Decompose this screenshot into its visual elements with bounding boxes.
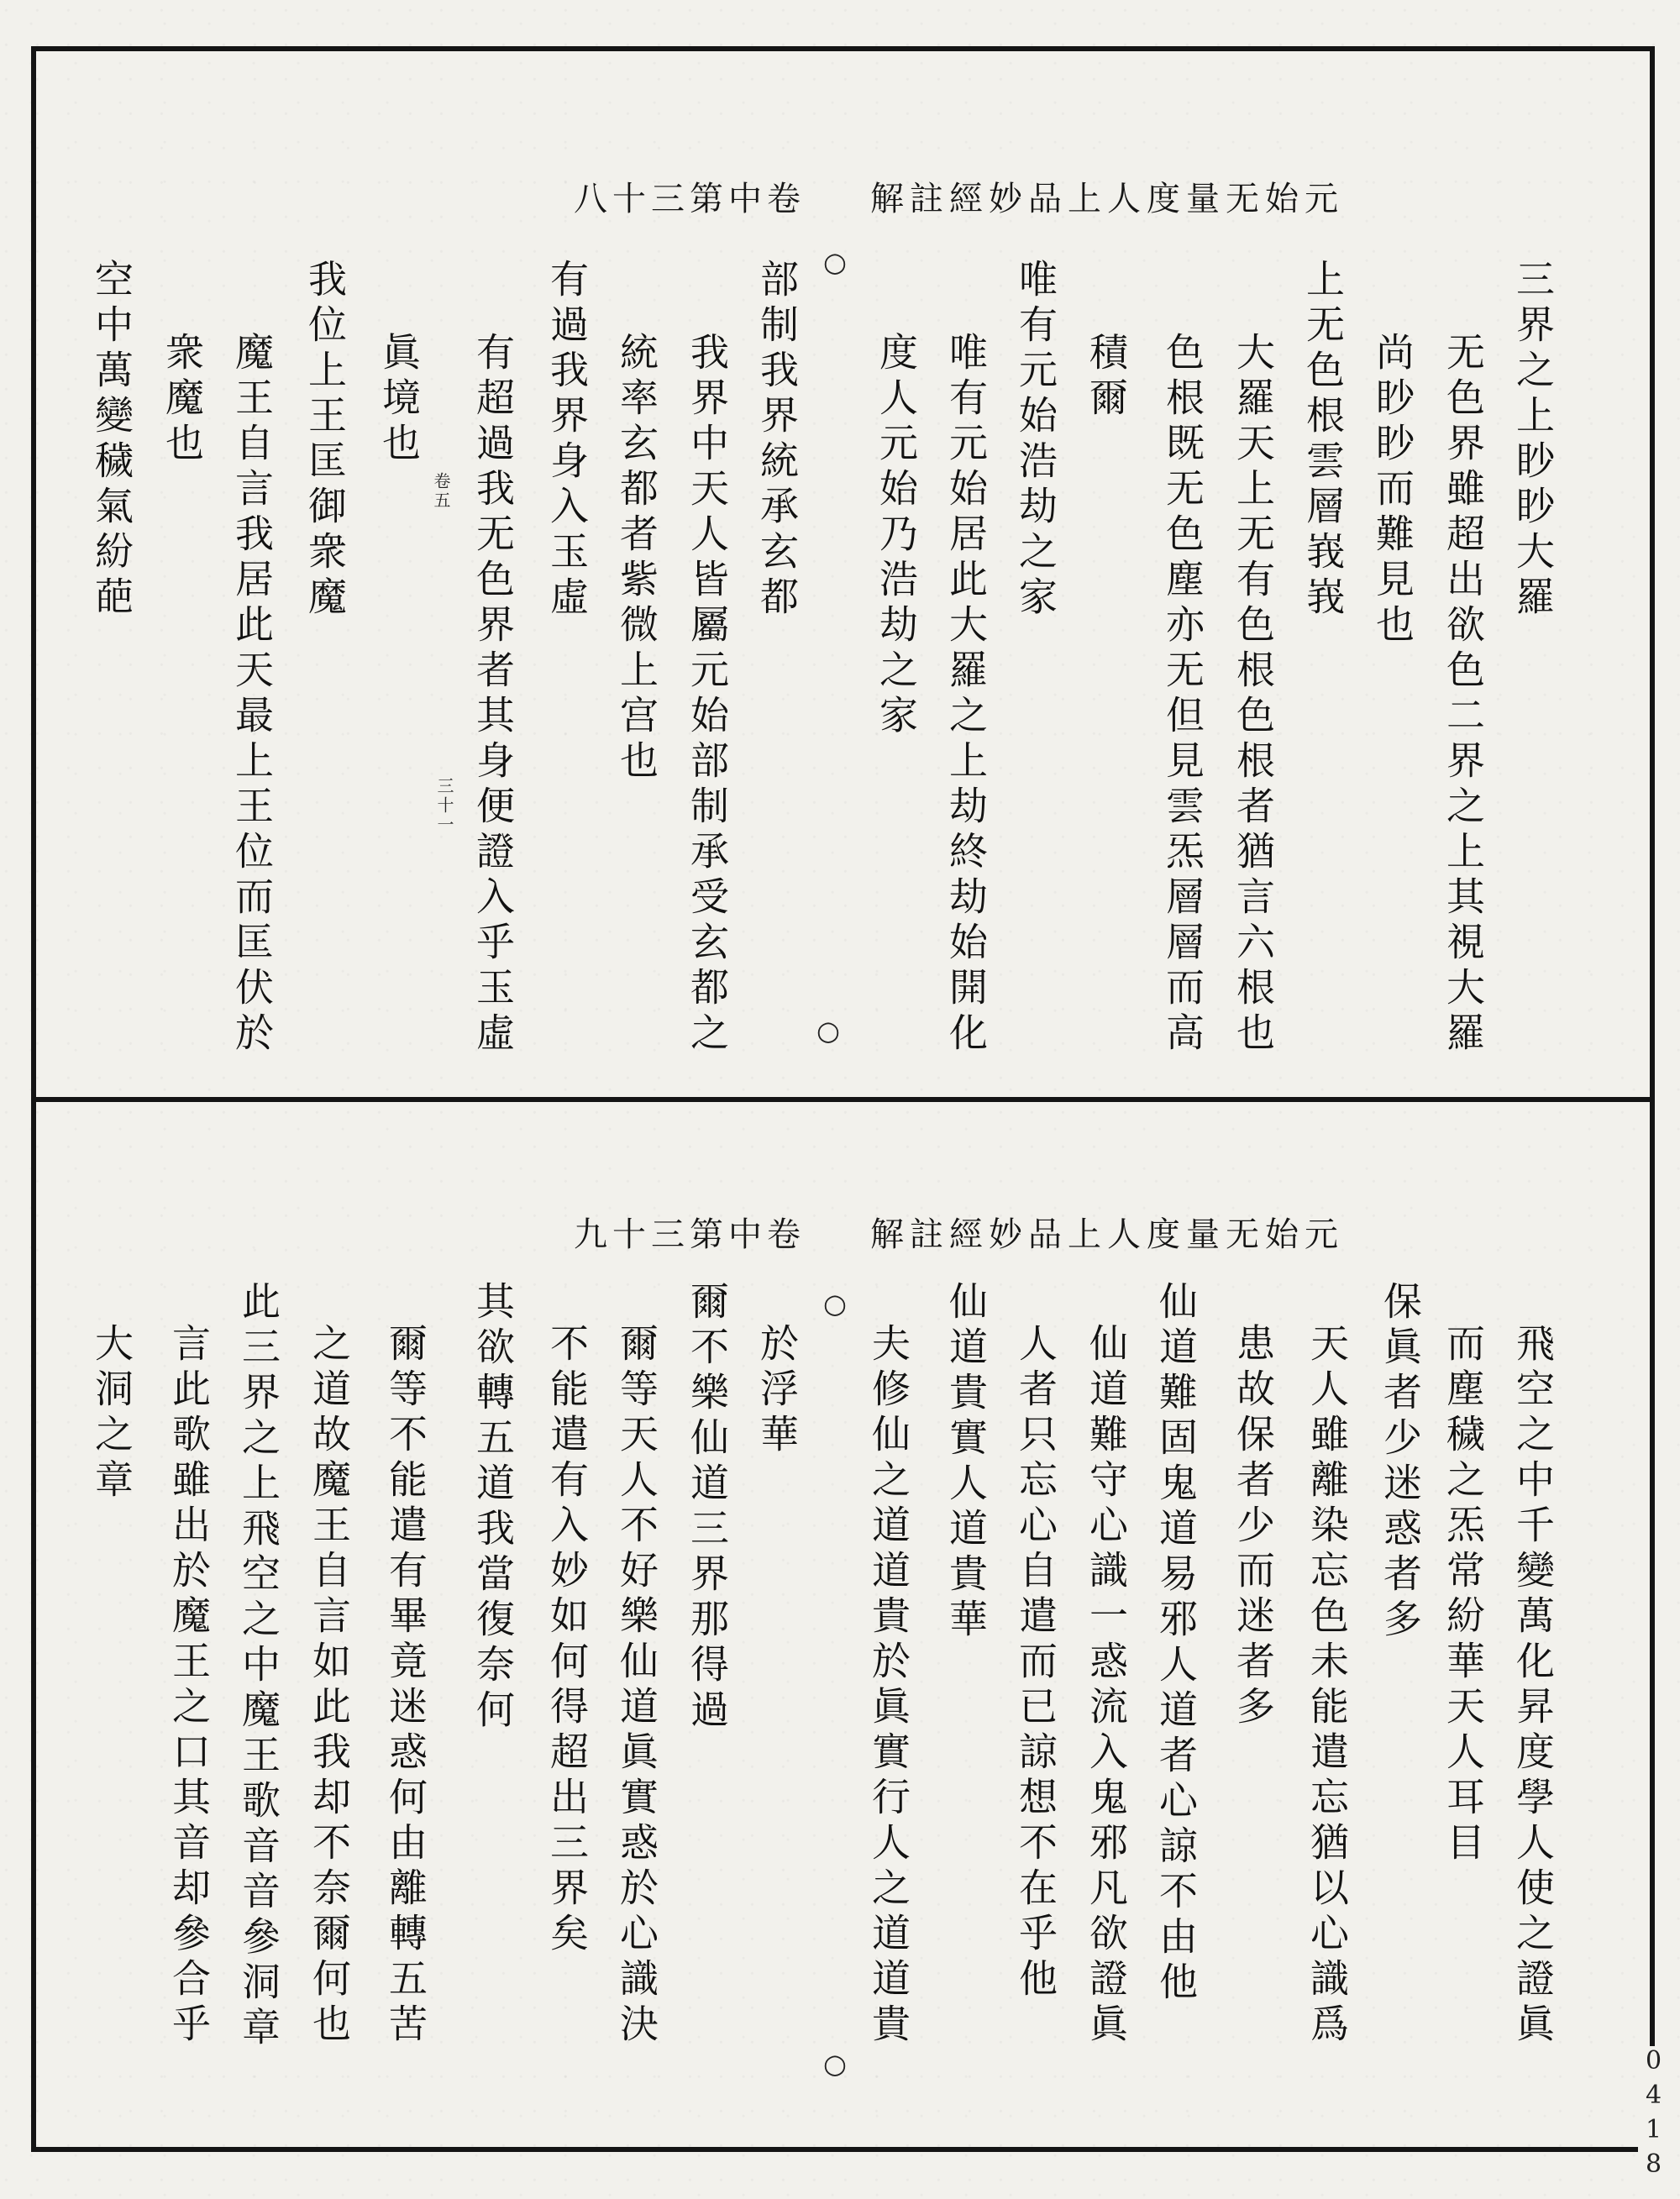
top-column-1: 三界之上眇眇大羅 — [1510, 259, 1556, 622]
bottom-column-2: 而塵穢之炁常紛華天人耳目 — [1441, 1323, 1486, 1867]
panel-divider — [31, 1097, 1655, 1102]
top-column-11: 部制我界統承玄都 — [754, 259, 800, 622]
top-column-6: 色根既无色塵亦无但見雲炁層層而高 — [1160, 332, 1205, 1058]
bottom-circle-marker-upper: ○ — [823, 1288, 847, 1320]
bottom-column-18: 此三界之上飛空之中魔王歌音音參洞章 — [236, 1281, 281, 2052]
top-column-4: 上无色根雲層峩峩 — [1300, 259, 1346, 622]
bottom-header-title: 元始无量度人上品妙經註解 — [870, 1215, 1344, 1254]
bottom-column-8: 人者只忘心自遣而已諒想不在乎他 — [1013, 1323, 1058, 2003]
top-column-18: 魔王自言我居此天最上王位而匡伏於 — [229, 332, 275, 1058]
bottom-header-volume: 卷中第三十九 — [574, 1215, 806, 1254]
bottom-column-10: 夫修仙之道道貴於眞實行人之道道貴 — [866, 1323, 911, 2049]
top-column-9: 唯有元始居此大羅之上劫終劫始開化 — [943, 332, 989, 1058]
top-column-2: 无色界雖超出欲色二界之上其視大羅 — [1441, 332, 1486, 1058]
top-margin-note-volume: 卷五 — [431, 472, 451, 511]
top-column-16: 眞境也 — [376, 332, 422, 468]
top-column-20: 空中萬變穢氣紛葩 — [89, 259, 134, 622]
top-column-14: 有過我界身入玉虛 — [544, 259, 590, 622]
page-number: 0418 — [1639, 2046, 1668, 2184]
top-column-7: 積爾 — [1084, 332, 1129, 422]
top-column-12: 我界中天人皆屬元始部制承受玄都之 — [685, 332, 730, 1058]
top-column-8: 唯有元始浩劫之家 — [1013, 259, 1058, 622]
bottom-column-6: 仙道難固鬼道易邪人道者心諒不由他 — [1153, 1281, 1199, 2007]
top-column-15: 有超過我无色界者其身便證入乎玉虛 — [470, 332, 516, 1058]
bottom-column-5: 患故保者少而迷者多 — [1231, 1323, 1276, 1731]
bottom-circle-marker-lower: ○ — [823, 2048, 847, 2080]
top-header-title: 元始无量度人上品妙經註解 — [870, 180, 1344, 218]
top-column-10: 度人元始乃浩劫之家 — [874, 332, 919, 740]
bottom-column-15: 其欲轉五道我當復奈何 — [470, 1281, 516, 1735]
bottom-column-12: 爾不樂仙道三界那得過 — [685, 1281, 730, 1735]
bottom-column-17: 之道故魔王自言如此我却不奈爾何也 — [307, 1323, 352, 2049]
bottom-column-4: 天人雖離染忘色未能遣忘猶以心識爲 — [1305, 1323, 1350, 2049]
bottom-column-14: 不能遣有入妙如何得超出三界矣 — [544, 1323, 590, 1958]
bottom-column-19: 言此歌雖出於魔王之口其音却參合乎 — [166, 1323, 212, 2049]
bottom-column-7: 仙道難守心識一惑流入鬼邪凡欲證眞 — [1084, 1323, 1129, 2049]
bottom-column-16: 爾等不能遣有畢竟迷惑何由離轉五苦 — [383, 1323, 428, 2049]
bottom-column-3: 保眞者少迷惑者多 — [1378, 1281, 1423, 1644]
top-margin-note-leaf: 三十一 — [434, 777, 454, 835]
bottom-column-1: 飛空之中千變萬化昇度學人使之證眞 — [1510, 1323, 1556, 2049]
top-column-5: 大羅天上无有色根色根者猶言六根也 — [1231, 332, 1276, 1058]
bottom-column-20: 大洞之章 — [89, 1323, 134, 1504]
top-circle-marker-lower: ○ — [816, 1015, 840, 1047]
top-column-17: 我位上王匡御衆魔 — [302, 259, 348, 622]
bottom-column-9: 仙道貴實人道貴華 — [943, 1281, 989, 1644]
top-column-19: 衆魔也 — [160, 332, 205, 468]
bottom-column-13: 爾等天人不好樂仙道眞實惑於心識決 — [614, 1323, 659, 2049]
top-header-volume: 卷中第三十八 — [574, 180, 806, 218]
top-column-3: 尚眇眇而難見也 — [1370, 332, 1415, 649]
top-circle-marker-upper: ○ — [823, 246, 847, 278]
bottom-column-11: 於浮華 — [754, 1323, 800, 1459]
top-column-13: 統率玄都者紫微上宫也 — [614, 332, 659, 785]
